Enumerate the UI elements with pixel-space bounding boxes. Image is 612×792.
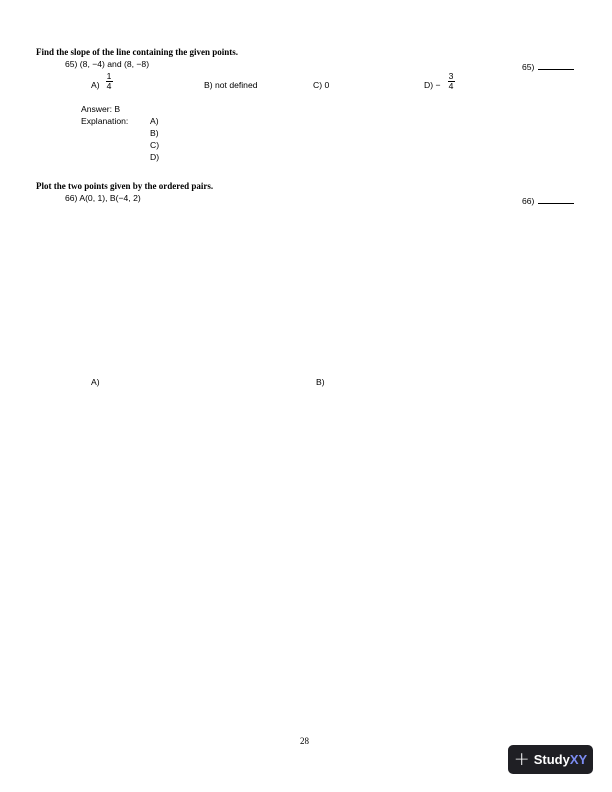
q65-choice-c: C) 0 xyxy=(313,80,330,90)
logo-text-accent: XY xyxy=(569,752,588,767)
q65-explanation-item: B) xyxy=(150,128,159,138)
q65-choice-d-denominator: 4 xyxy=(448,81,454,91)
logo-text-main: Study xyxy=(533,752,570,767)
q65-answer-line xyxy=(538,61,574,70)
q65-answer-blank[interactable] xyxy=(522,61,574,72)
logo-wordmark xyxy=(534,752,587,767)
q66-heading: Plot the two points given by the ordered pairs. xyxy=(36,181,214,191)
q65-choice-d-numerator: 3 xyxy=(448,71,454,81)
q65-choice-b: B) not defined xyxy=(204,80,258,90)
q65-choice-a-label: A) xyxy=(91,80,100,90)
q66-choice-b: B) xyxy=(316,377,325,387)
q66-answer-number: 66) xyxy=(522,196,535,206)
q65-explanation-item: D) xyxy=(150,152,160,162)
q65-explanation-item: C) xyxy=(150,140,160,150)
q65-answer: Answer: B xyxy=(81,104,121,114)
q65-heading: Find the slope of the line containing the given points. xyxy=(36,47,239,57)
q65-question: 65) (8, −4) and (8, −8) xyxy=(65,59,150,69)
page-number: 28 xyxy=(300,736,309,746)
q65-explanation-label: Explanation: xyxy=(81,116,129,126)
q65-choice-a-denominator: 4 xyxy=(106,81,112,91)
q65-choice-d-label: D) − xyxy=(424,80,441,90)
q66-choice-a: A) xyxy=(91,377,100,387)
q66-answer-line xyxy=(538,195,574,204)
studyxy-logo[interactable] xyxy=(508,745,593,774)
q65-answer-number: 65) xyxy=(522,62,535,72)
q65-choice-a-numerator: 1 xyxy=(106,71,112,81)
q65-choice-a-fraction xyxy=(104,72,114,91)
q66-question: 66) A(0, 1), B(−4, 2) xyxy=(65,193,141,203)
q65-explanation-item: A) xyxy=(150,116,159,126)
plus-icon: + xyxy=(513,748,530,770)
q65-choice-d-fraction xyxy=(446,72,456,91)
q66-answer-blank[interactable] xyxy=(522,195,574,206)
